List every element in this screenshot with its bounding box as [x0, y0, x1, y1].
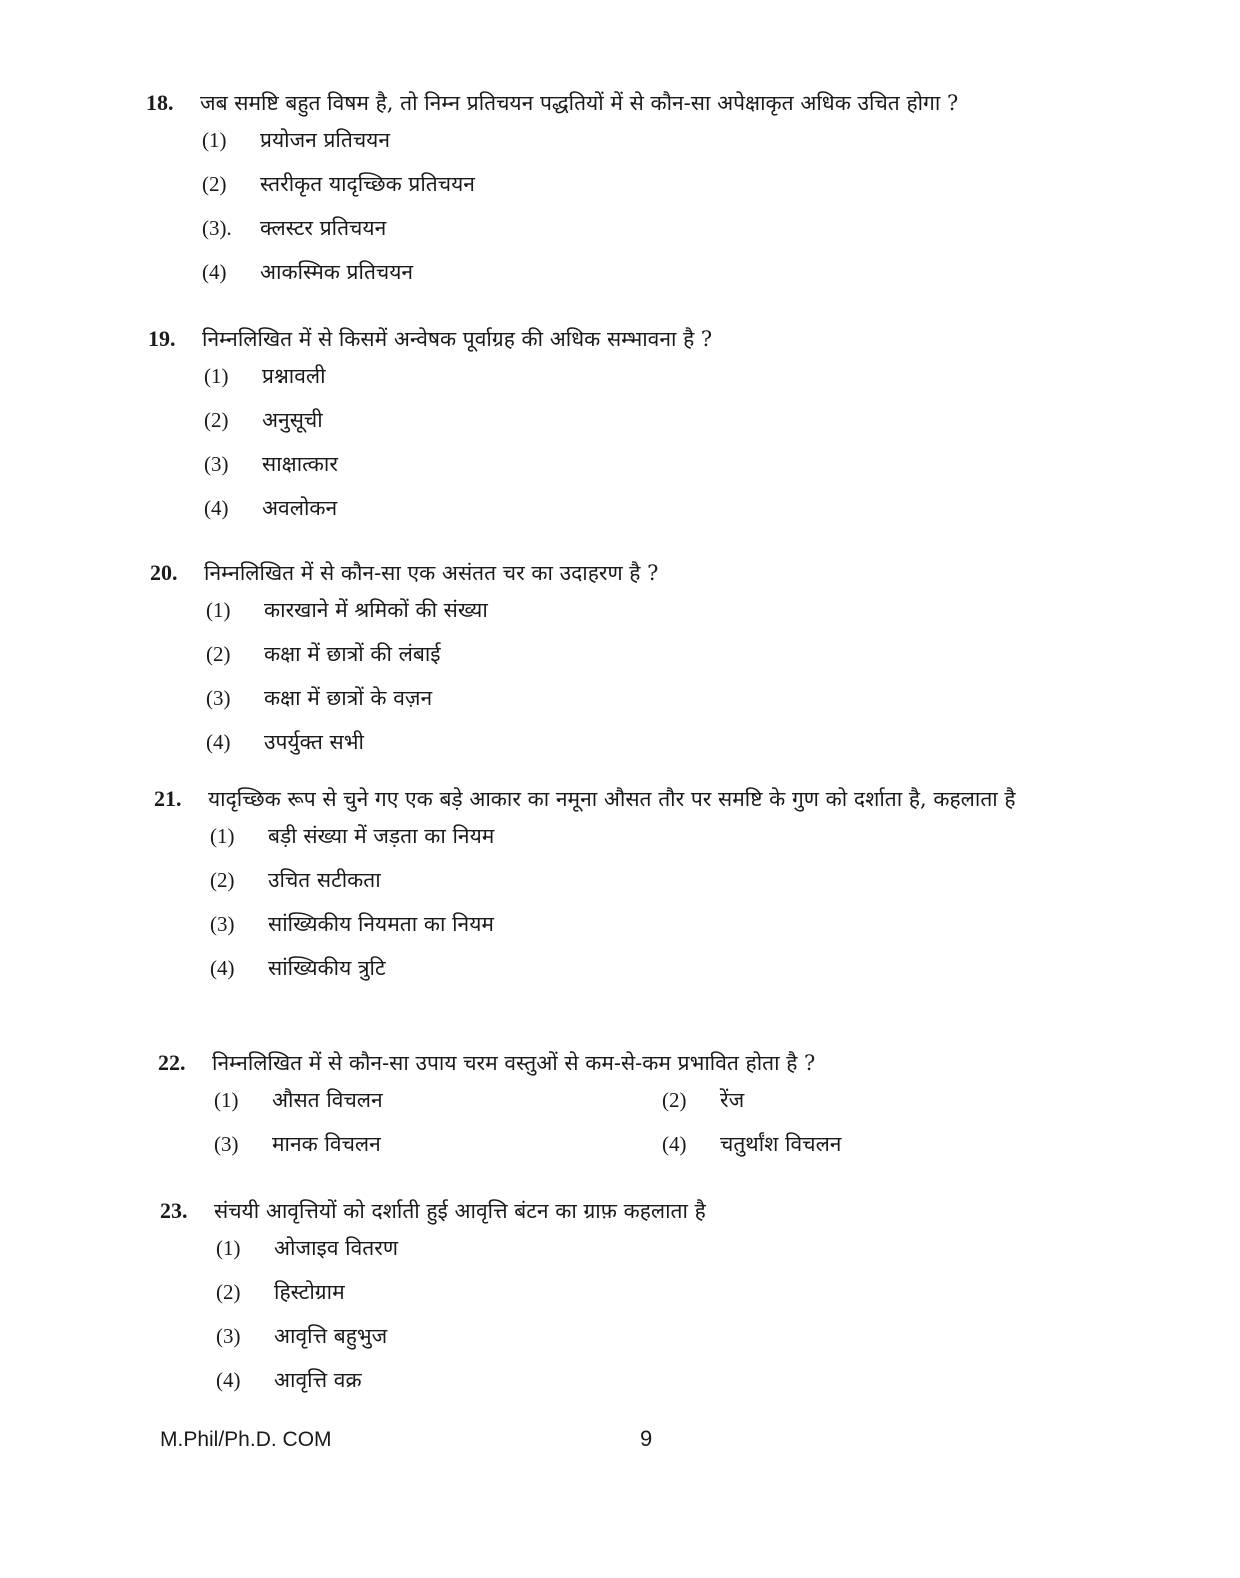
option-number: (3). [202, 216, 232, 240]
option-2 [662, 1086, 1062, 1130]
option-1 [214, 1086, 662, 1130]
option-number: (2) [216, 1280, 241, 1304]
option-number: (2) [210, 868, 235, 892]
option-text: आवृत्ति वक्र [274, 1368, 362, 1392]
option-text: कक्षा में छात्रों की लंबाई [264, 642, 441, 666]
option-text: उपर्युक्त सभी [264, 730, 364, 754]
option-number: (1) [202, 128, 227, 152]
exam-code: M.Phil/Ph.D. COM [160, 1428, 332, 1451]
option-number: (2) [202, 172, 227, 196]
question-text: यादृच्छिक रूप से चुने गए एक बड़े आकार का नमूना औसत तौर पर समष्टि के गुण को दर्शाता है, कहलाता है [208, 787, 1016, 811]
question-number: 23. [160, 1198, 188, 1223]
question-number: 18. [146, 90, 174, 115]
option-4 [202, 258, 1116, 302]
option-number: (3) [216, 1324, 241, 1348]
option-text: साक्षात्कार [262, 452, 338, 476]
option-number: (3) [210, 912, 235, 936]
option-number: (4) [662, 1132, 687, 1156]
question-text: निम्नलिखित में से कौन-सा उपाय चरम वस्तुओं से कम-से-कम प्रभावित होता है ? [212, 1051, 816, 1075]
question-22 [158, 1046, 1128, 1174]
option-number: (4) [210, 956, 235, 980]
option-number: (4) [206, 730, 231, 754]
option-text: प्रश्नावली [262, 364, 326, 388]
option-2 [204, 406, 1118, 450]
option-number: (2) [662, 1088, 687, 1112]
option-3 [204, 450, 1118, 494]
page-number: 9 [640, 1426, 653, 1451]
option-text: कारखाने में श्रमिकों की संख्या [264, 598, 488, 622]
option-text: क्लस्टर प्रतिचयन [260, 216, 387, 240]
option-number: (4) [204, 496, 229, 520]
option-number: (1) [206, 598, 231, 622]
option-text: चतुर्थांश विचलन [720, 1132, 842, 1156]
question-number: 19. [148, 326, 176, 351]
option-4 [216, 1366, 1130, 1410]
option-number: (4) [216, 1368, 241, 1392]
option-text: प्रयोजन प्रतिचयन [260, 128, 391, 152]
question-23 [160, 1194, 1130, 1410]
option-text: औसत विचलन [272, 1088, 383, 1112]
option-2 [210, 866, 1120, 910]
option-text: सांख्यिकीय नियमता का नियम [268, 912, 494, 936]
option-3 [214, 1130, 662, 1174]
option-1 [202, 126, 1116, 170]
option-1 [216, 1234, 1130, 1278]
option-text: हिस्टोग्राम [274, 1280, 345, 1304]
option-text: बड़ी संख्या में जड़ता का नियम [268, 824, 495, 848]
option-1 [210, 822, 1120, 866]
option-4 [204, 494, 1118, 538]
option-text: कक्षा में छात्रों के वज़न [264, 686, 433, 710]
option-4 [662, 1130, 1062, 1174]
option-number: (2) [206, 642, 231, 666]
option-3 [206, 684, 1120, 728]
option-2 [216, 1278, 1130, 1322]
question-number: 20. [150, 560, 178, 585]
question-18 [146, 86, 1116, 302]
option-text: स्तरीकृत यादृच्छिक प्रतिचयन [260, 172, 475, 196]
option-4 [210, 954, 1120, 998]
question-text: निम्नलिखित में से कौन-सा एक असंतत चर का उदाहरण है ? [204, 561, 659, 585]
option-text: आवृत्ति बहुभुज [274, 1324, 388, 1348]
option-number: (1) [204, 364, 229, 388]
option-4 [206, 728, 1120, 772]
option-text: रेंज [720, 1088, 745, 1112]
option-2 [202, 170, 1116, 214]
option-3 [210, 910, 1120, 954]
question-text: संचयी आवृत्तियों को दर्शाती हुई आवृत्ति बंटन का ग्राफ़ कहलाता है [214, 1199, 706, 1223]
option-text: अनुसूची [262, 408, 323, 432]
option-text: मानक विचलन [272, 1132, 381, 1156]
option-number: (2) [204, 408, 229, 432]
option-text: उचित सटीकता [268, 868, 381, 892]
option-1 [204, 362, 1118, 406]
option-number: (1) [216, 1236, 241, 1260]
option-number: (1) [214, 1088, 239, 1112]
question-number: 22. [158, 1050, 186, 1075]
question-20 [150, 556, 1120, 772]
question-21 [154, 782, 1120, 998]
option-number: (1) [210, 824, 235, 848]
question-text: जब समष्टि बहुत विषम है, तो निम्न प्रतिचयन पद्धतियों में से कौन-सा अपेक्षाकृत अधिक उचित होगा ? [200, 91, 959, 115]
question-number: 21. [154, 786, 182, 811]
option-3 [202, 214, 1116, 258]
option-text: अवलोकन [262, 496, 338, 520]
option-number: (3) [214, 1132, 239, 1156]
option-2 [206, 640, 1120, 684]
option-1 [206, 596, 1120, 640]
option-number: (4) [202, 260, 227, 284]
question-19 [148, 322, 1118, 538]
option-3 [216, 1322, 1130, 1366]
option-number: (3) [206, 686, 231, 710]
option-text: आकस्मिक प्रतिचयन [260, 260, 414, 284]
option-number: (3) [204, 452, 229, 476]
question-text: निम्नलिखित में से किसमें अन्वेषक पूर्वाग्रह की अधिक सम्भावना है ? [202, 327, 713, 351]
option-text: ओजाइव वितरण [274, 1236, 399, 1260]
option-text: सांख्यिकीय त्रुटि [268, 956, 386, 980]
